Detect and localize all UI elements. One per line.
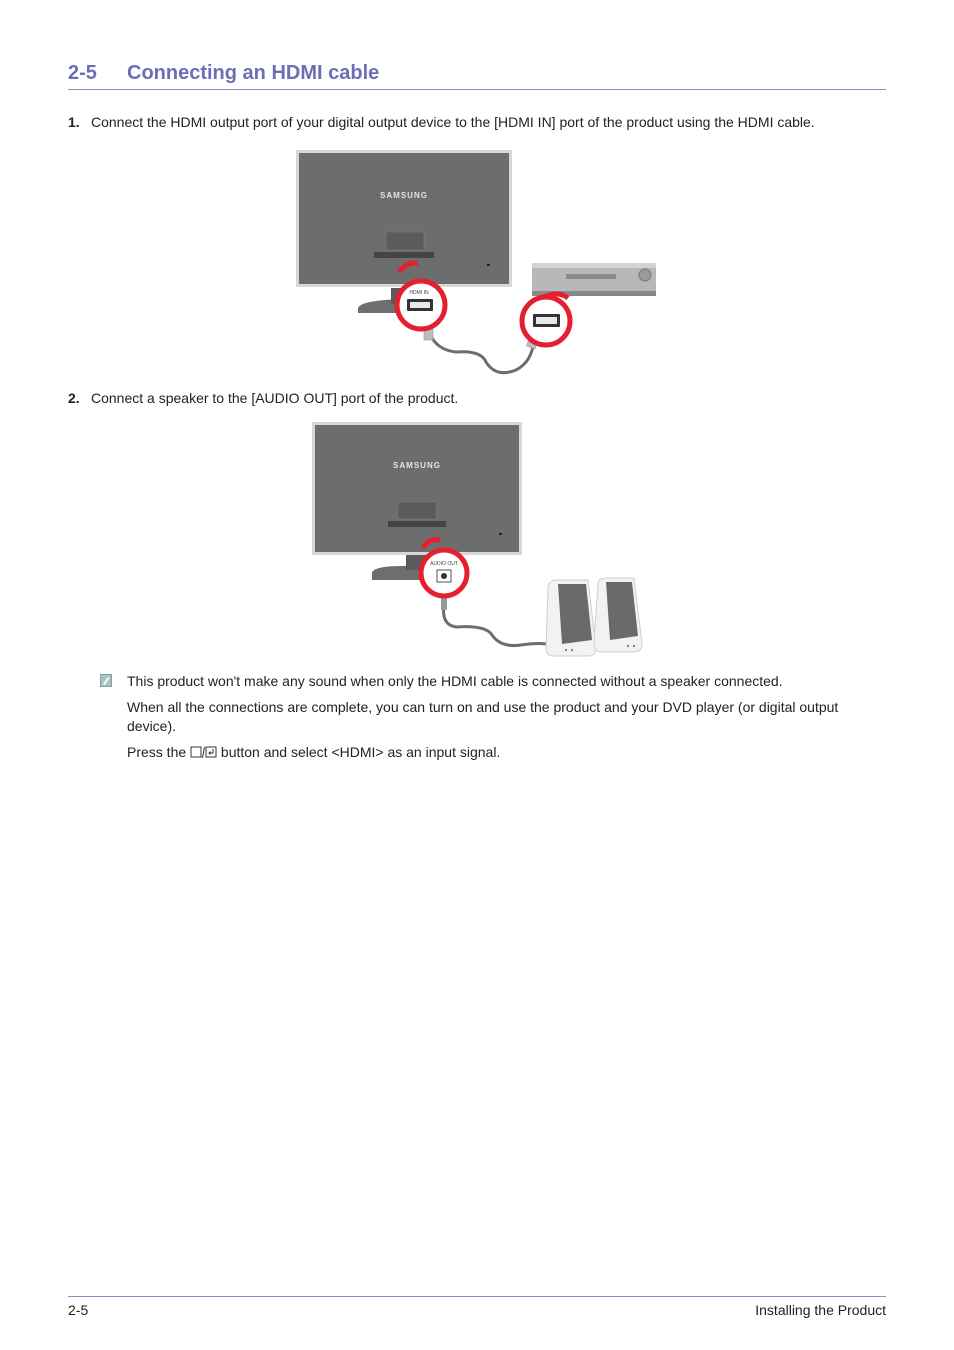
monitor-brand: SAMSUNG — [380, 191, 428, 200]
step-number: 1. — [68, 114, 80, 130]
step-number: 2. — [68, 390, 80, 406]
section-heading — [68, 62, 886, 90]
page-number: 2-5 — [68, 1302, 89, 1318]
hdmi-in-label: HDMI IN — [409, 290, 429, 296]
page-footer — [68, 1296, 886, 1321]
note-line-3-before: Press the — [127, 744, 187, 760]
section-number: 2-5 — [68, 62, 97, 84]
hdmi-connection-illustration — [296, 150, 660, 380]
note-line-1: This product won't make any sound when only the HDMI cable is connected without a speaker connected. — [127, 673, 783, 689]
note-icon — [100, 674, 112, 687]
step-text: Connect the HDMI output port of your digital output device to the [HDMI IN] port of the product using the HDMI cable. — [91, 114, 815, 130]
audio-out-label: AUDIO OUT — [430, 561, 458, 567]
section-title: Connecting an HDMI cable — [127, 62, 380, 84]
audio-connection-illustration — [296, 420, 660, 660]
monitor-brand: SAMSUNG — [393, 461, 441, 470]
note-block — [100, 672, 860, 769]
note-line-2: When all the connections are complete, you can turn on and use the product and your DVD player (or digital output device). — [127, 699, 839, 734]
step-text: Connect a speaker to the [AUDIO OUT] port of the product. — [91, 390, 459, 406]
source-enter-icon — [190, 746, 217, 759]
note-line-3-after: button and select <HDMI> as an input signal. — [220, 744, 501, 760]
chapter-title: Installing the Product — [755, 1302, 886, 1318]
note-line-3 — [127, 743, 860, 762]
